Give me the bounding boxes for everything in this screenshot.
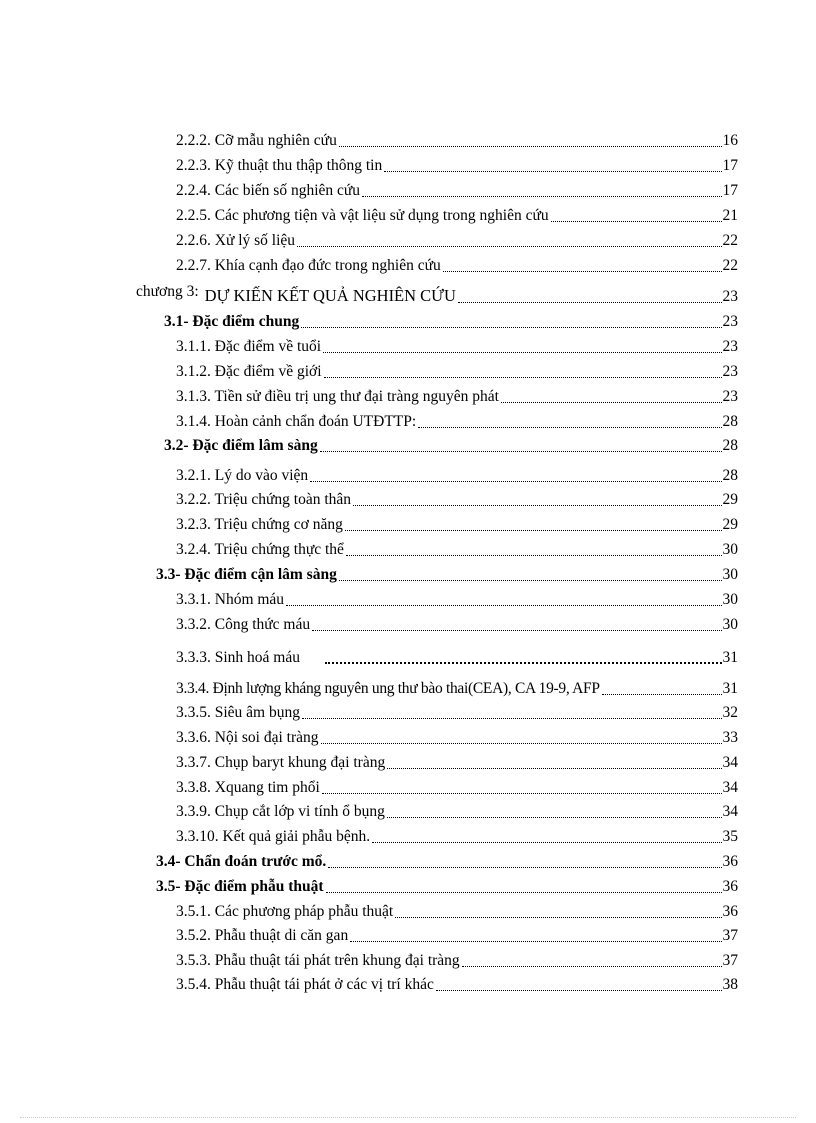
toc-entry-label: 3.3.4. Định lượng kháng nguyên ung thư bào thai(CEA), CA 19-9, AFP: [176, 680, 600, 697]
toc-entry-label: 3.3- Đặc điểm cận lâm sàng: [156, 566, 337, 583]
toc-page-number: 29: [722, 491, 738, 508]
dot-leader: [443, 257, 722, 272]
toc-entry[interactable]: [176, 412, 738, 432]
dot-leader: [362, 182, 721, 197]
toc-entry-label: 3.3.3. Sinh hoá máu: [176, 649, 300, 666]
toc-entry[interactable]: [176, 156, 738, 176]
toc-entry-label: 3.3.10. Kết quả giải phẫu bệnh.: [176, 828, 371, 845]
dot-leader: [387, 803, 722, 818]
dot-leader: [384, 157, 721, 172]
toc-entry[interactable]: [176, 337, 738, 357]
toc-entry-label: 3.4- Chẩn đoán trước mổ.: [156, 853, 327, 870]
toc-page-number: 37: [722, 952, 738, 969]
toc-entry-label: 3.3.5. Siêu âm bụng: [176, 704, 300, 721]
toc-page-number: 35: [722, 828, 738, 845]
dot-leader: [353, 491, 721, 506]
dot-leader: [310, 467, 721, 482]
toc-entry[interactable]: [176, 975, 738, 995]
toc-page-number: 34: [722, 779, 738, 796]
toc-entry-label: 3.3.7. Chụp baryt khung đại tràng: [176, 754, 386, 771]
dot-leader: [339, 132, 722, 147]
dot-leader: [501, 388, 722, 403]
toc-page-number: 28: [722, 413, 738, 430]
toc-entry[interactable]: [176, 131, 738, 151]
toc-entry-label: 3.2.2. Triệu chứng toàn thân: [176, 491, 352, 508]
toc-entry[interactable]: [176, 590, 738, 610]
dot-leader: [551, 207, 722, 222]
dot-leader: [345, 516, 722, 531]
toc-page-number: 30: [722, 541, 738, 558]
toc-entry[interactable]: [176, 679, 738, 699]
dot-leader: [322, 779, 722, 794]
dot-leader: [328, 853, 721, 868]
dot-leader: [602, 680, 722, 695]
toc-section-entry[interactable]: [164, 312, 738, 332]
dot-leader: [297, 232, 721, 247]
toc-entry[interactable]: [176, 181, 738, 201]
toc-entry-label: 2.2.6. Xử lý số liệu: [176, 232, 296, 249]
toc-entry[interactable]: [176, 466, 738, 486]
toc-page-number: 17: [722, 182, 738, 199]
dot-leader: [346, 541, 722, 556]
toc-page-number: 30: [722, 616, 738, 633]
toc-entry[interactable]: [176, 902, 738, 922]
dot-leader: [339, 566, 722, 581]
toc-entry-label: 3.1.4. Hoàn cảnh chẩn đoán UTĐTTP:: [176, 413, 417, 430]
toc-page-number: 28: [722, 467, 738, 484]
dot-leader: [325, 648, 722, 664]
page-bottom-divider: [20, 1117, 796, 1118]
toc-entry-label: 3.5.4. Phẫu thuật tái phát ở các vị trí khác: [176, 976, 434, 993]
toc-entry-label: 3.5.3. Phẫu thuật tái phát trên khung đại tràng: [176, 952, 460, 969]
toc-page-number: 16: [722, 132, 738, 149]
toc-entry-label: 2.2.4. Các biến số nghiên cứu: [176, 182, 361, 199]
toc-page-number: 32: [722, 704, 738, 721]
toc-page-number: 28: [722, 437, 738, 454]
dot-leader: [321, 729, 722, 744]
dot-leader: [312, 616, 721, 631]
toc-page-number: 34: [722, 803, 738, 820]
toc-entry-label: 2.2.7. Khía cạnh đạo đức trong nghiên cứu: [176, 257, 441, 274]
dot-leader: [387, 754, 721, 769]
toc-entry[interactable]: [176, 615, 738, 635]
dot-leader: [326, 878, 722, 893]
toc-entry-label: 3.5.2. Phẫu thuật di căn gan: [176, 927, 349, 944]
toc-entry[interactable]: [176, 802, 738, 822]
toc-entry-label: 3.3.6. Nội soi đại tràng: [176, 729, 319, 746]
toc-page-number: 23: [722, 313, 738, 330]
toc-page-number: 37: [722, 927, 738, 944]
dot-leader: [323, 338, 721, 353]
toc-entry[interactable]: [176, 515, 738, 535]
toc-entry[interactable]: [176, 951, 738, 971]
toc-page-number: 29: [722, 516, 738, 533]
chapter-number: chương 3:: [136, 283, 199, 300]
toc-entry-label: 2.2.5. Các phương tiện và vật liệu sử dụng trong nghiên cứu: [176, 207, 549, 224]
toc-chapter-entry[interactable]: [136, 283, 738, 307]
toc-section-entry[interactable]: [156, 852, 738, 872]
toc-page-number: 33: [722, 729, 738, 746]
dot-leader: [418, 413, 721, 428]
dot-leader: [462, 952, 722, 967]
toc-entry[interactable]: [176, 827, 738, 847]
toc-entry-label: 3.3.1. Nhóm máu: [176, 591, 285, 608]
dot-leader: [395, 903, 721, 918]
dot-leader: [436, 976, 722, 991]
toc-page-number: 23: [722, 288, 738, 305]
toc-page-number: 31: [722, 649, 738, 666]
toc-entry[interactable]: [176, 206, 738, 226]
toc-section-entry[interactable]: [164, 436, 738, 456]
toc-entry-label: 3.3.9. Chụp cắt lớp vi tính ổ bụng: [176, 803, 385, 820]
dot-leader: [286, 591, 721, 606]
toc-entry[interactable]: [176, 231, 738, 251]
toc-page-number: 23: [722, 363, 738, 380]
toc-entry-label: 3.2.4. Triệu chứng thực thể: [176, 541, 344, 558]
toc-entry[interactable]: [176, 703, 738, 723]
toc-entry-label: 3.2.3. Triệu chứng cơ năng: [176, 516, 343, 533]
toc-page-number: 36: [722, 853, 738, 870]
toc-page-number: 17: [722, 157, 738, 174]
toc-entry-label: 3.2- Đặc điểm lâm sàng: [164, 437, 318, 454]
toc-entry-label: 3.3.2. Công thức máu: [176, 616, 311, 633]
toc-entry-label: 3.3.8. Xquang tim phổi: [176, 779, 320, 796]
toc-page-number: 21: [722, 207, 738, 224]
toc-entry[interactable]: [176, 490, 738, 510]
toc-page-number: 22: [722, 257, 738, 274]
dot-leader: [372, 828, 721, 843]
toc-entry-label: 2.2.3. Kỹ thuật thu thập thông tin: [176, 157, 383, 174]
toc-entry-label: 3.2.1. Lý do vào viện: [176, 467, 309, 484]
toc-entry[interactable]: [176, 753, 738, 773]
toc-page-number: 31: [722, 680, 738, 697]
toc-entry[interactable]: [176, 362, 738, 382]
dot-leader: [350, 927, 721, 942]
toc-entry-label: 3.1- Đặc điểm chung: [164, 313, 300, 330]
toc-entry[interactable]: [176, 926, 738, 946]
toc-entry[interactable]: [176, 540, 738, 560]
dot-leader: [458, 288, 722, 303]
dot-leader: [301, 313, 721, 328]
dot-leader: [324, 363, 722, 378]
toc-entry-label: 3.5.1. Các phương pháp phẫu thuật: [176, 903, 394, 920]
toc-page-number: 22: [722, 232, 738, 249]
toc-page-number: 30: [722, 566, 738, 583]
toc-section-entry[interactable]: [156, 877, 738, 897]
toc-entry[interactable]: [176, 728, 738, 748]
toc-entry-label: DỰ KIẾN KẾT QUẢ NGHIÊN CỨU: [204, 286, 456, 305]
toc-entry-label: 2.2.2. Cỡ mẫu nghiên cứu: [176, 132, 337, 149]
dot-leader: [302, 704, 722, 719]
toc-entry[interactable]: [176, 778, 738, 798]
toc-entry[interactable]: [176, 387, 738, 407]
toc-entry[interactable]: [176, 256, 738, 276]
toc-page-number: 36: [722, 903, 738, 920]
toc-entry-label: 3.1.2. Đặc điểm về giới: [176, 363, 322, 380]
toc-page-number: 36: [722, 878, 738, 895]
toc-page-number: 23: [722, 388, 738, 405]
toc-section-entry[interactable]: [156, 565, 738, 585]
toc-page-number: 34: [722, 754, 738, 771]
toc-page-number: 23: [722, 338, 738, 355]
dot-leader: [320, 437, 722, 452]
toc-entry-label: 3.1.1. Đặc điểm về tuổi: [176, 338, 322, 355]
toc-entry[interactable]: [176, 648, 738, 668]
toc-page-number: 38: [722, 976, 738, 993]
toc-entry-label: 3.1.3. Tiền sử điều trị ung thư đại tràng nguyên phát: [176, 388, 499, 405]
toc-page-number: 30: [722, 591, 738, 608]
toc-entry-label: 3.5- Đặc điểm phẫu thuật: [156, 878, 324, 895]
